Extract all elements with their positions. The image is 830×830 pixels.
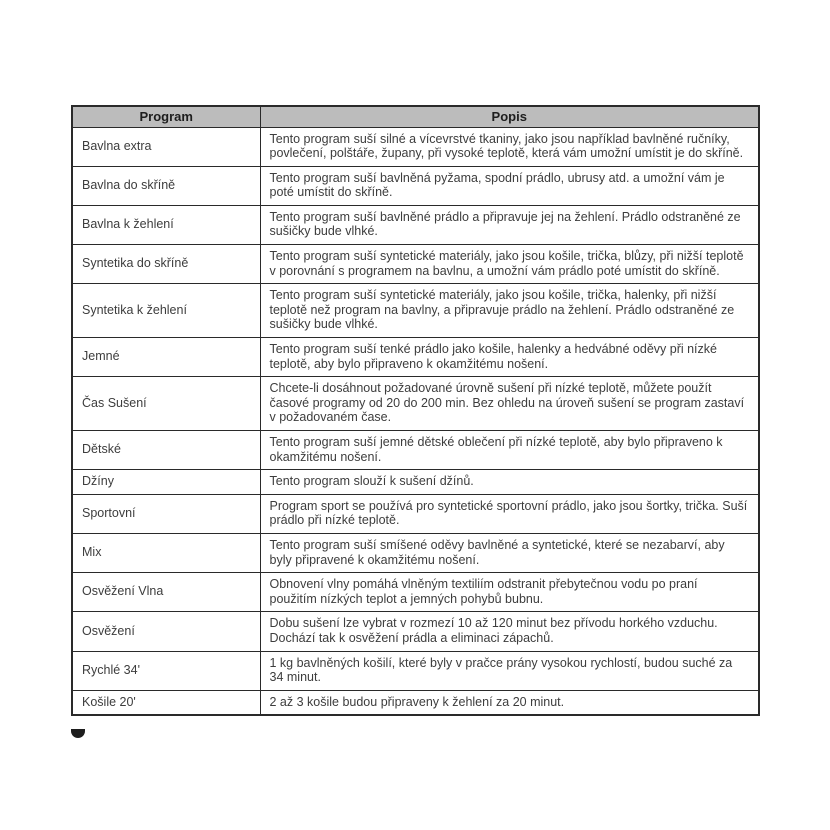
- table-header-row: [72, 106, 759, 127]
- program-name: Džíny: [72, 470, 260, 495]
- column-header-popis: Popis: [260, 106, 759, 127]
- program-name: Košile 20': [72, 690, 260, 715]
- table-row: [72, 205, 759, 244]
- program-name: Syntetika do skříně: [72, 245, 260, 284]
- program-name: Bavlna extra: [72, 127, 260, 166]
- table-row: [72, 494, 759, 533]
- program-name: Rychlé 34': [72, 651, 260, 690]
- program-table-container: [71, 105, 760, 716]
- program-description: Chcete-li dosáhnout požadované úrovně sušení při nízké teplotě, můžete použít časové programy od 20 do 200 min. Bez ohledu na úroveň sušení se program zastaví v požadovaném čase.: [260, 377, 759, 431]
- table-row: [72, 338, 759, 377]
- program-description: Tento program suší bavlněná pyžama, spodní prádlo, ubrusy atd. a umožní vám je poté umístit do skříně.: [260, 166, 759, 205]
- program-description: Tento program slouží k sušení džínů.: [260, 470, 759, 495]
- column-header-program: Program: [72, 106, 260, 127]
- program-description: Dobu sušení lze vybrat v rozmezí 10 až 120 minut bez přívodu horkého vzduchu. Dochází tak k osvěžení prádla a eliminaci zápachů.: [260, 612, 759, 651]
- table-row: [72, 284, 759, 338]
- program-description: Tento program suší tenké prádlo jako košile, halenky a hedvábné oděvy při nízké teplotě, aby bylo připraveno k okamžitému nošení.: [260, 338, 759, 377]
- program-description: 1 kg bavlněných košilí, které byly v pračce prány vysokou rychlostí, budou suché za 34 minut.: [260, 651, 759, 690]
- program-description: Tento program suší syntetické materiály, jako jsou košile, trička, blůzy, při nižší teplotě v porovnání s programem na bavlnu, a umožní vám prádlo poté umístit do skříně.: [260, 245, 759, 284]
- program-description: Obnovení vlny pomáhá vlněným textiliím odstranit přebytečnou vodu po praní použitím nízkých teplot a jemných pohybů bubnu.: [260, 573, 759, 612]
- table-row: [72, 651, 759, 690]
- program-name: Jemné: [72, 338, 260, 377]
- program-description: Tento program suší syntetické materiály, jako jsou košile, trička, halenky, při nižší teplotě než program na bavlny, a připravuje prádlo na žehlení. Prádlo odstraněné ze sušičky bude vlhké.: [260, 284, 759, 338]
- table-row: [72, 127, 759, 166]
- program-name: Osvěžení Vlna: [72, 573, 260, 612]
- table-row: [72, 612, 759, 651]
- program-description: Tento program suší smíšené oděvy bavlněné a syntetické, které se nezabarví, aby byly připravené k okamžitému nošení.: [260, 533, 759, 572]
- program-name: Mix: [72, 533, 260, 572]
- table-row: [72, 690, 759, 715]
- program-name: Bavlna do skříně: [72, 166, 260, 205]
- table-row: [72, 166, 759, 205]
- program-name: Osvěžení: [72, 612, 260, 651]
- program-name: Dětské: [72, 431, 260, 470]
- program-description: Tento program suší silné a vícevrstvé tkaniny, jako jsou například bavlněné ručníky, povlečení, polštáře, župany, při vysoké teplotě, která vám umožní umístit je do skříně.: [260, 127, 759, 166]
- program-name: Sportovní: [72, 494, 260, 533]
- table-row: [72, 470, 759, 495]
- program-name: Čas Sušení: [72, 377, 260, 431]
- program-table: [71, 105, 760, 716]
- program-description: Tento program suší bavlněné prádlo a připravuje jej na žehlení. Prádlo odstraněné ze sušičky bude vlhké.: [260, 205, 759, 244]
- program-description: Tento program suší jemné dětské oblečení při nízké teplotě, aby bylo připraveno k okamžitému nošení.: [260, 431, 759, 470]
- table-row: [72, 377, 759, 431]
- program-description: Program sport se používá pro syntetické sportovní prádlo, jako jsou šortky, trička. Suší prádlo při nízké teplotě.: [260, 494, 759, 533]
- table-row: [72, 533, 759, 572]
- table-row: [72, 431, 759, 470]
- program-description: 2 až 3 košile budou připraveny k žehlení za 20 minut.: [260, 690, 759, 715]
- program-name: Syntetika k žehlení: [72, 284, 260, 338]
- program-name: Bavlna k žehlení: [72, 205, 260, 244]
- table-row: [72, 245, 759, 284]
- table-row: [72, 573, 759, 612]
- cropped-glyph-artifact: [71, 729, 85, 738]
